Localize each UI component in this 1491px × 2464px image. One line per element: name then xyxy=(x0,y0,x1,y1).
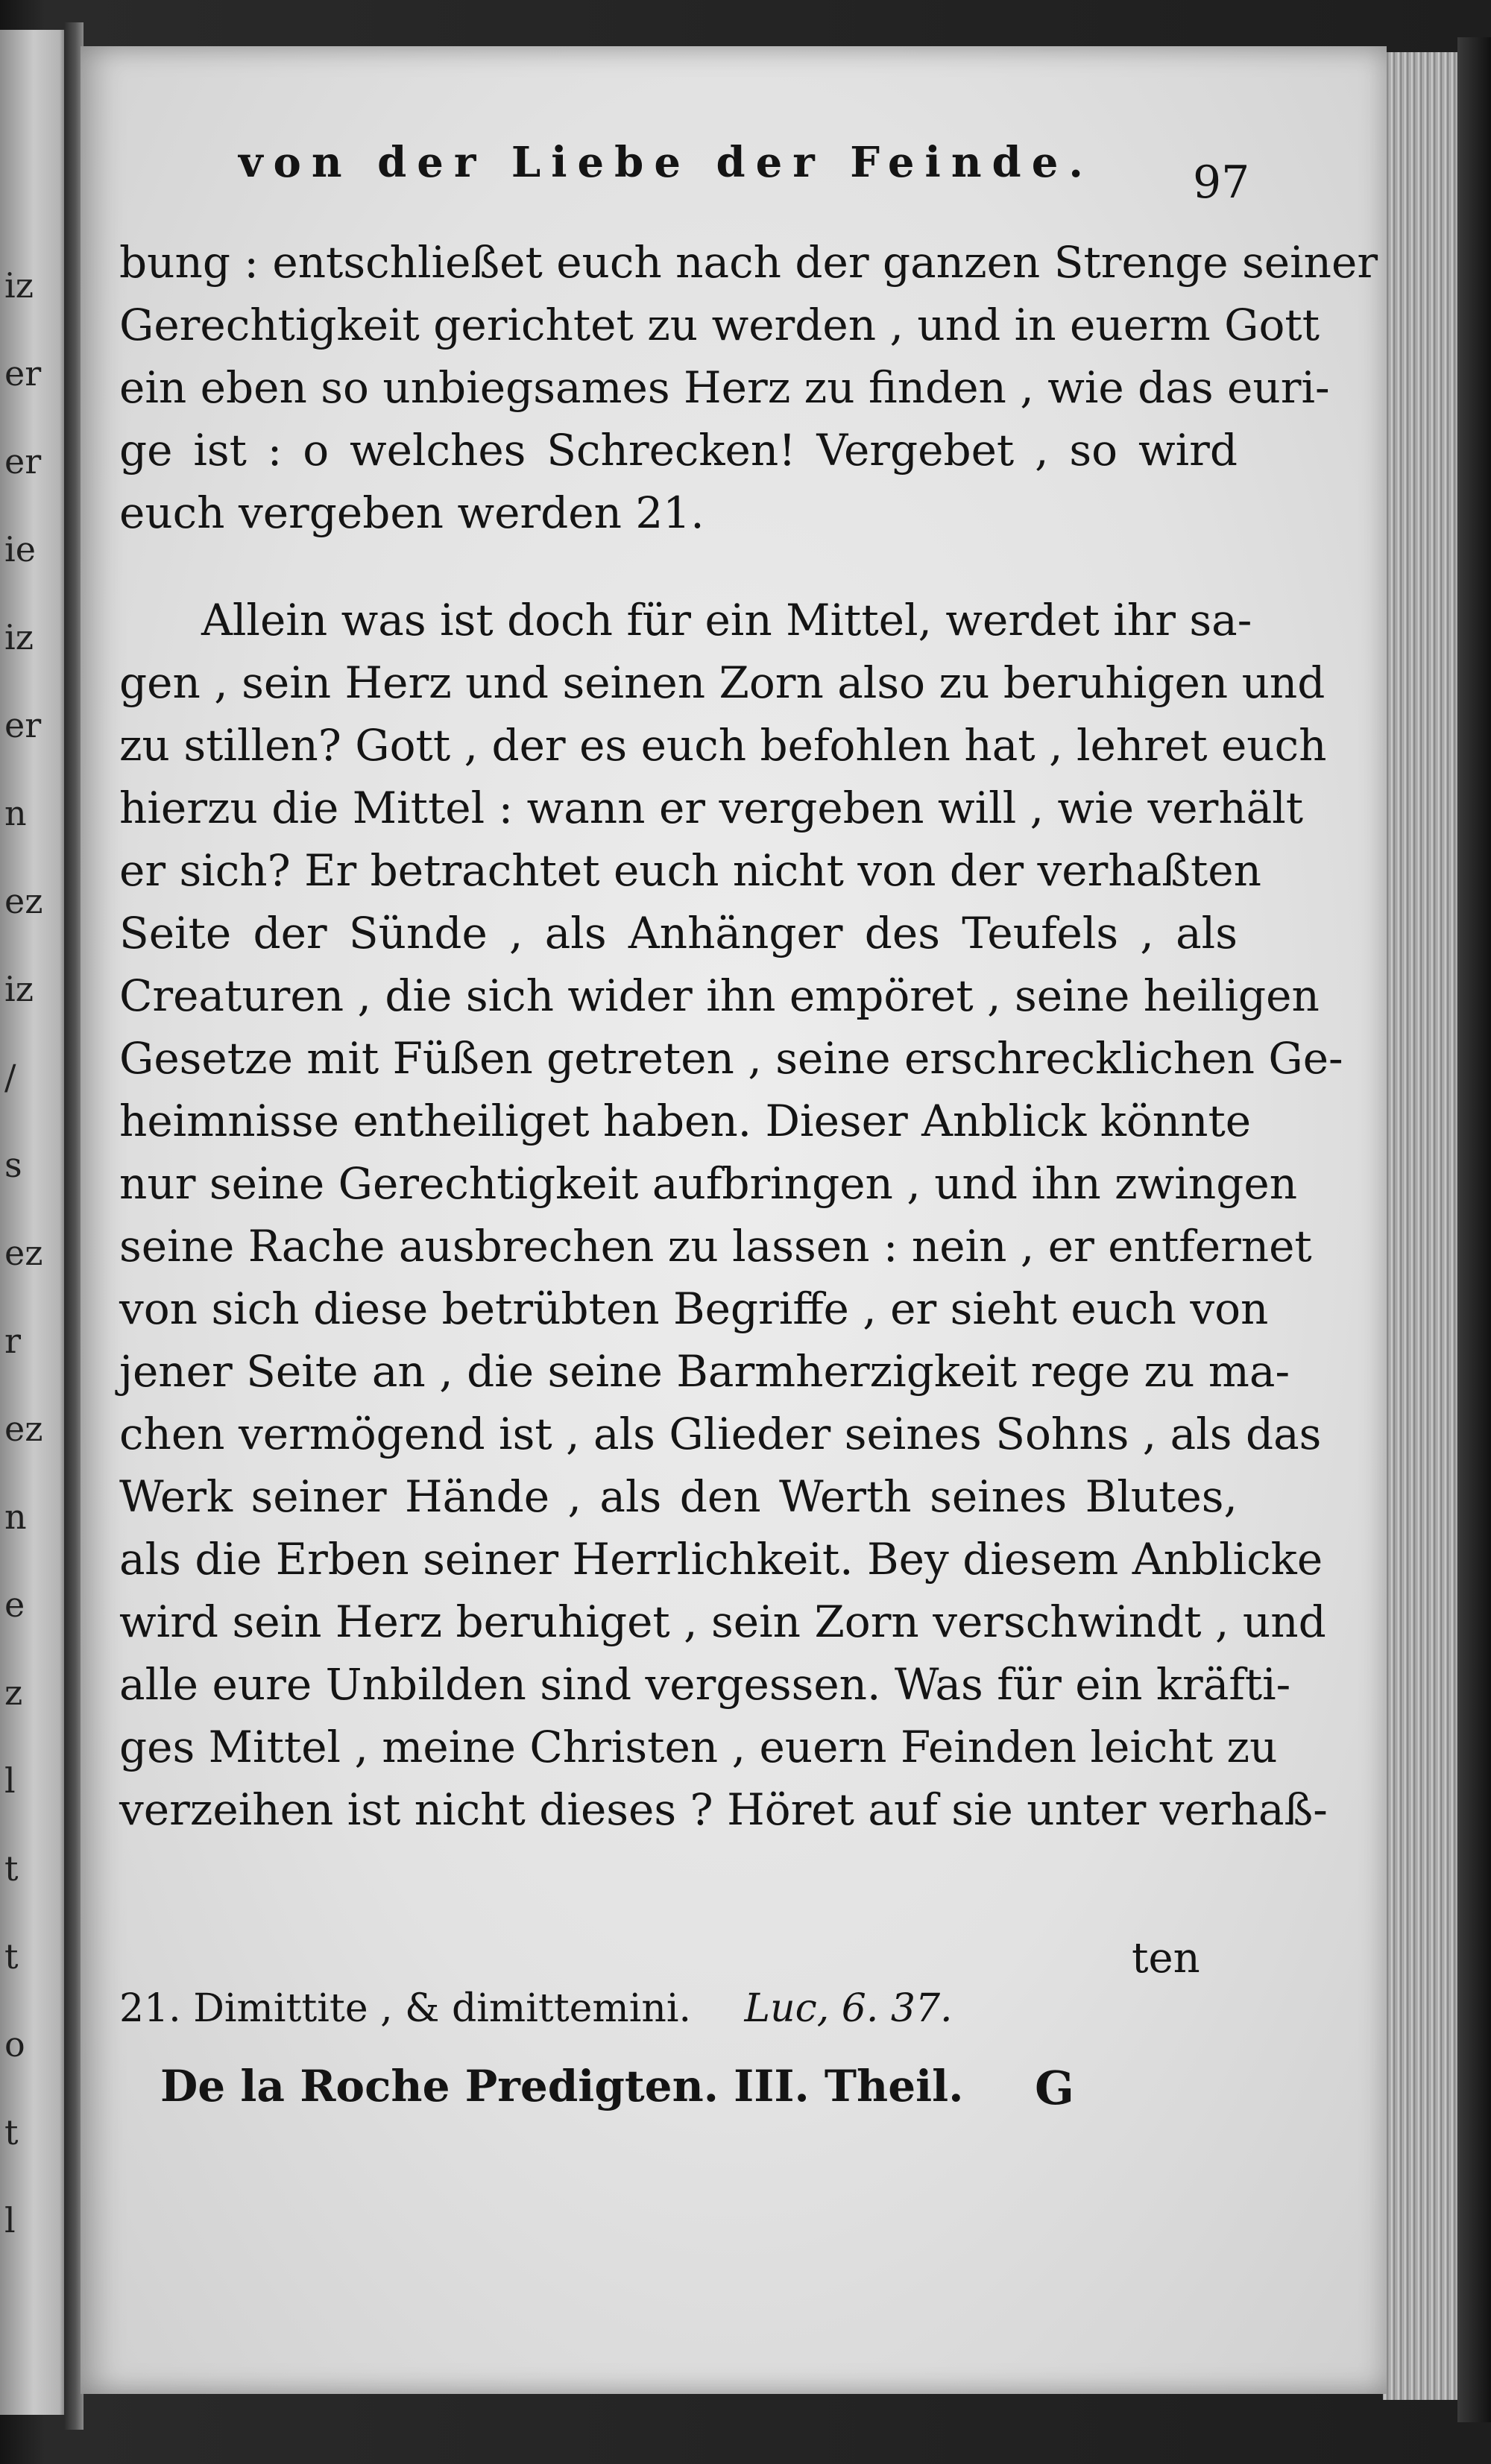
previous-page-fragment: ez xyxy=(4,1409,43,1449)
previous-page-fragment: / xyxy=(4,1057,16,1097)
footnote xyxy=(119,1986,953,2031)
signature-mark: G xyxy=(1035,2061,1074,2115)
text-line: chen vermögend ist , als Glieder seines Sohns , als das xyxy=(119,1409,1322,1459)
text-line: Gerechtigkeit gerichtet zu werden , und in euerm Gott xyxy=(119,300,1320,350)
book-edge-shadow xyxy=(1457,37,1491,2422)
text-line: zu stillen? Gott , der es euch befohlen hat , lehret euch xyxy=(119,720,1327,771)
paragraph-2 xyxy=(119,589,1343,1841)
paragraph-gap xyxy=(119,544,1238,589)
text-line: Gesetze mit Füßen getreten , seine erschrecklichen Ge- xyxy=(119,1033,1343,1084)
page-number: 97 xyxy=(1193,157,1250,209)
previous-page-fragment: iz xyxy=(4,265,34,306)
previous-page-fragment: o xyxy=(4,2024,25,2065)
previous-page-fragment: l xyxy=(4,1760,16,1801)
footnote-marker: 21. xyxy=(119,1986,181,2031)
previous-page-fragment: n xyxy=(4,1497,27,1537)
text-line: hierzu die Mittel : wann er vergeben will , wie verhält xyxy=(119,783,1304,833)
previous-page-fragment: iz xyxy=(4,617,34,657)
paragraph-1 xyxy=(119,231,1378,544)
text-line: jener Seite an , die seine Barmherzigkeit rege zu ma- xyxy=(119,1346,1290,1397)
text-line: verzeihen ist nicht dieses ? Höret auf sie unter verhaß- xyxy=(119,1784,1328,1835)
text-line: alle eure Unbilden sind vergessen. Was für ein kräfti- xyxy=(119,1659,1291,1710)
previous-page-fragment: er xyxy=(4,441,42,481)
page-stack-edges xyxy=(1383,52,1465,2400)
previous-page-fragment: er xyxy=(4,705,42,745)
previous-page-fragment: z xyxy=(4,1672,23,1713)
previous-page-fragment: ez xyxy=(4,881,43,921)
text-line: seine Rache ausbrechen zu lassen : nein , er entfernet xyxy=(119,1221,1312,1272)
text-line: bung : entschließet euch nach der ganzen Strenge seiner xyxy=(119,237,1378,288)
previous-page-fragment: s xyxy=(4,1145,22,1185)
previous-page-fragment: t xyxy=(4,1936,19,1977)
catchword: ten xyxy=(1132,1934,1200,1983)
previous-page-fragment: n xyxy=(4,793,27,833)
previous-page-fragment: e xyxy=(4,1585,25,1625)
previous-page-fragment: ez xyxy=(4,1233,43,1273)
footnote-reference: Luc, 6. 37. xyxy=(744,1986,953,2031)
previous-page-fragment: t xyxy=(4,1848,19,1889)
signature-line: De la Roche Predigten. III. Theil. xyxy=(160,2061,964,2111)
text-line: nur seine Gerechtigkeit aufbringen , und ihn zwingen xyxy=(119,1158,1298,1209)
text-line: gen , sein Herz und seinen Zorn also zu beruhigen und xyxy=(119,657,1325,708)
running-title: von der Liebe der Feinde. xyxy=(239,138,1094,187)
text-line: er sich? Er betrachtet euch nicht von der verhaßten xyxy=(119,845,1261,896)
text-line: ges Mittel , meine Christen , euern Feinden leicht zu xyxy=(119,1722,1278,1772)
previous-page-fragment: er xyxy=(4,353,42,394)
previous-page-fragment: r xyxy=(4,1321,21,1361)
previous-page-fragment: t xyxy=(4,2112,19,2152)
text-line: euch vergeben werden 21. xyxy=(119,487,704,538)
text-line: von sich diese betrübten Begriffe , er sieht euch von xyxy=(119,1283,1269,1334)
text-line: Werk seiner Hände , als den Werth seines Blutes, xyxy=(119,1471,1238,1522)
previous-page-edge xyxy=(0,30,67,2415)
footnote-text: Dimittite , & dimittemini. xyxy=(193,1986,692,2031)
previous-page-fragment: ie xyxy=(4,529,36,569)
text-line: als die Erben seiner Herrlichkeit. Bey diesem Anblicke xyxy=(119,1534,1323,1585)
text-line: Seite der Sünde , als Anhänger des Teufels , als xyxy=(119,908,1238,958)
text-line: ein eben so unbiegsames Herz zu finden , wie das euri- xyxy=(119,362,1330,413)
text-line: wird sein Herz beruhiget , sein Zorn verschwindt , und xyxy=(119,1596,1326,1647)
text-line: Creaturen , die sich wider ihn empöret , seine heiligen xyxy=(119,970,1320,1021)
text-line: ge ist : o welches Schrecken! Vergebet , so wird xyxy=(119,425,1238,476)
previous-page-fragment: iz xyxy=(4,969,34,1009)
previous-page-fragment: l xyxy=(4,2200,16,2240)
body-text xyxy=(119,231,1378,1841)
text-line: heimnisse entheiliget haben. Dieser Anblick könnte xyxy=(119,1096,1252,1146)
text-line: Allein was ist doch für ein Mittel, werdet ihr sa- xyxy=(201,595,1252,645)
